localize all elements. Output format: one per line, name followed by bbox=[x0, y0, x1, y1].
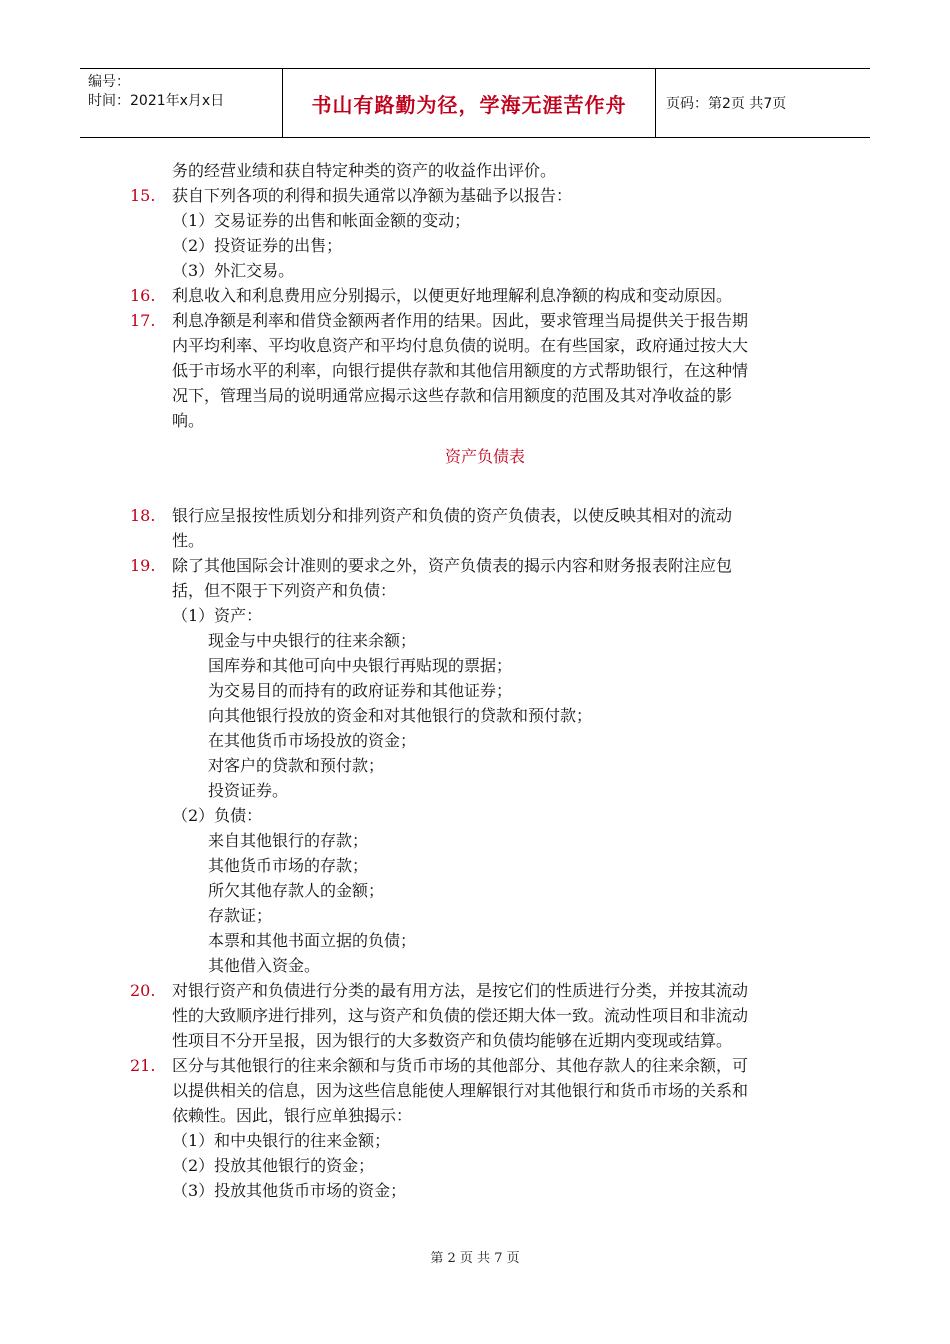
text-line bbox=[130, 878, 840, 903]
header-meta bbox=[80, 69, 283, 137]
line-text: 现金与中央银行的往来余额； bbox=[208, 631, 417, 650]
text-line bbox=[130, 603, 840, 628]
text-line bbox=[130, 628, 840, 653]
text-line bbox=[130, 358, 840, 383]
line-text: （2）负债： bbox=[172, 806, 263, 825]
item-number: 16. bbox=[130, 286, 156, 305]
text-line bbox=[130, 1053, 840, 1078]
line-text: 以提供相关的信息，因为这些信息能使人理解银行对其他银行和货币市场的关系和 bbox=[172, 1081, 749, 1100]
line-text: 务的经营业绩和获自特定种类的资产的收益作出评价。 bbox=[172, 161, 557, 180]
text-line bbox=[130, 333, 840, 358]
line-text: 其他借入资金。 bbox=[208, 956, 321, 975]
text-line bbox=[130, 853, 840, 878]
line-text: 国库券和其他可向中央银行再贴现的票据； bbox=[208, 656, 513, 675]
line-text: 性。 bbox=[172, 531, 205, 550]
line-text: 来自其他银行的存款； bbox=[208, 831, 369, 850]
line-text: （1）资产： bbox=[172, 606, 263, 625]
line-text: （3）外汇交易。 bbox=[172, 261, 295, 280]
line-text: 向其他银行投放的资金和对其他银行的贷款和预付款； bbox=[208, 706, 593, 725]
text-line bbox=[130, 158, 840, 183]
line-text: 利息收入和利息费用应分别揭示，以便更好地理解利息净额的构成和变动原因。 bbox=[172, 286, 733, 305]
text-line bbox=[130, 1178, 840, 1203]
text-line bbox=[130, 953, 840, 978]
text-line bbox=[130, 408, 840, 433]
line-text: 况下，管理当局的说明通常应揭示这些存款和信用额度的范围及其对净收益的影 bbox=[172, 386, 733, 405]
text-line bbox=[130, 1003, 840, 1028]
line-text: 响。 bbox=[172, 411, 205, 430]
line-text: 低于市场水平的利率，向银行提供存款和其他信用额度的方式帮助银行，在这种情 bbox=[172, 361, 749, 380]
code-label: 编号： bbox=[88, 74, 130, 90]
page-header bbox=[80, 68, 870, 138]
line-text: 投资证券。 bbox=[208, 781, 289, 800]
document-body bbox=[130, 158, 840, 1203]
text-line bbox=[130, 233, 840, 258]
text-line bbox=[130, 703, 840, 728]
line-text: 本票和其他书面立据的负债； bbox=[208, 931, 417, 950]
item-number: 21. bbox=[130, 1056, 156, 1075]
text-line bbox=[130, 828, 840, 853]
text-line bbox=[130, 383, 840, 408]
item-number: 15. bbox=[130, 186, 156, 205]
line-text: 对客户的贷款和预付款； bbox=[208, 756, 385, 775]
line-text: 获自下列各项的利得和损失通常以净额为基础予以报告： bbox=[172, 186, 573, 205]
line-text: 在其他货币市场投放的资金； bbox=[208, 731, 417, 750]
line-text: 区分与其他银行的往来余额和与货币市场的其他部分、其他存款人的往来余额，可 bbox=[172, 1056, 749, 1075]
line-text: 银行应呈报按性质划分和排列资产和负债的资产负债表，以使反映其相对的流动 bbox=[172, 506, 733, 525]
line-text: 所欠其他存款人的金额； bbox=[208, 881, 385, 900]
line-text: 性项目不分开呈报，因为银行的大多数资产和负债均能够在近期内变现或结算。 bbox=[172, 1031, 733, 1050]
text-line bbox=[130, 208, 840, 233]
text-line bbox=[130, 1028, 840, 1053]
text-line bbox=[130, 1153, 840, 1178]
line-text: （1）和中央银行的往来金额； bbox=[172, 1131, 391, 1150]
header-motto: 书山有路勤为径，学海无涯苦作舟 bbox=[283, 69, 656, 137]
item-number: 20. bbox=[130, 981, 156, 1000]
text-line bbox=[130, 753, 840, 778]
text-line bbox=[130, 258, 840, 283]
line-text: 其他货币市场的存款； bbox=[208, 856, 369, 875]
line-text: 性的大致顺序进行排列，这与资产和负债的偿还期大体一致。流动性项目和非流动 bbox=[172, 1006, 749, 1025]
paragraph-block-1 bbox=[130, 158, 840, 433]
text-line bbox=[130, 183, 840, 208]
line-text: 利息净额是利率和借贷金额两者作用的结果。因此，要求管理当局提供关于报告期 bbox=[172, 311, 749, 330]
line-text: （1）交易证券的出售和帐面金额的变动； bbox=[172, 211, 471, 230]
line-text: 存款证； bbox=[208, 906, 273, 925]
page-footer: 第 2 页 共 7 页 bbox=[430, 1251, 520, 1266]
line-text: 对银行资产和负债进行分类的最有用方法，是按它们的性质进行分类，并按其流动 bbox=[172, 981, 749, 1000]
text-line bbox=[130, 528, 840, 553]
text-line bbox=[130, 903, 840, 928]
section-title: 资产负债表 bbox=[444, 447, 525, 466]
header-page-info: 页码：第2页 共7页 bbox=[666, 96, 787, 112]
text-line bbox=[130, 308, 840, 333]
text-line bbox=[130, 978, 840, 1003]
text-line bbox=[130, 803, 840, 828]
text-line bbox=[130, 678, 840, 703]
line-text: 括，但不限于下列资产和负债： bbox=[172, 581, 397, 600]
line-text: 为交易目的而持有的政府证券和其他证券； bbox=[208, 681, 513, 700]
item-number: 18. bbox=[130, 506, 156, 525]
line-text: 依赖性。因此，银行应单独揭示： bbox=[172, 1106, 413, 1125]
text-line bbox=[130, 283, 840, 308]
line-text: （2）投放其他银行的资金； bbox=[172, 1156, 375, 1175]
line-text: 除了其他国际会计准则的要求之外，资产负债表的揭示内容和财务报表附注应包 bbox=[172, 556, 733, 575]
line-text: （2）投资证券的出售； bbox=[172, 236, 343, 255]
text-line bbox=[130, 1128, 840, 1153]
paragraph-block-2 bbox=[130, 503, 840, 1203]
text-line bbox=[130, 653, 840, 678]
line-text: （3）投放其他货币市场的资金； bbox=[172, 1181, 407, 1200]
text-line bbox=[130, 728, 840, 753]
text-line bbox=[130, 1103, 840, 1128]
text-line bbox=[130, 578, 840, 603]
text-line bbox=[130, 503, 840, 528]
item-number: 19. bbox=[130, 556, 156, 575]
line-text: 内平均利率、平均收息资产和平均付息负债的说明。在有些国家，政府通过按大大 bbox=[172, 336, 749, 355]
text-line bbox=[130, 553, 840, 578]
time-label: 时间：2021年x月x日 bbox=[88, 93, 225, 109]
text-line bbox=[130, 928, 840, 953]
item-number: 17. bbox=[130, 311, 156, 330]
text-line bbox=[130, 1078, 840, 1103]
text-line bbox=[130, 778, 840, 803]
